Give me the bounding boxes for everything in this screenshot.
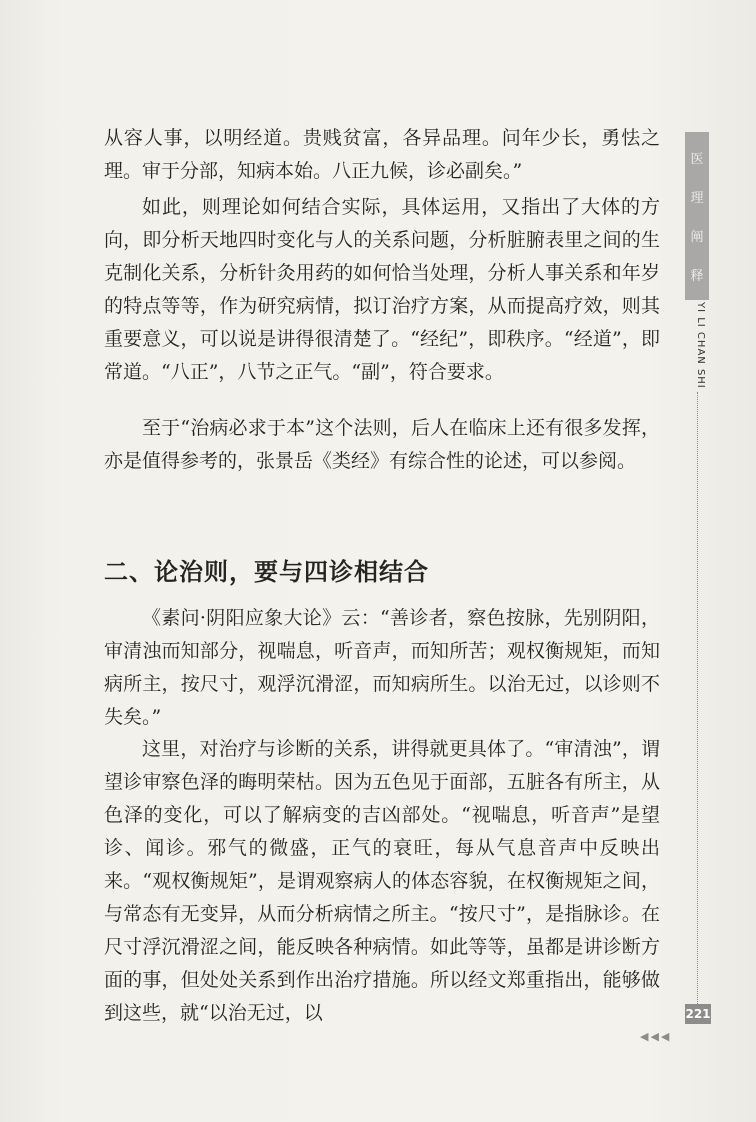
paragraph-4: 《素问·阴阳应象大论》云：“善诊者，察色按脉，先别阴阳，审清浊而知部分，视喘息，听音声，而知所苦；观权衡规矩，而知病所主，按尺寸，观浮沉滑涩，而知病所生。以治无过，以诊则不失矣。” <box>104 607 660 728</box>
page-number: 221 <box>685 1004 711 1024</box>
side-tab-char: 释 <box>690 269 704 284</box>
section-heading: 二、论治则，要与四诊相结合 <box>104 558 429 586</box>
side-dotted-rule <box>697 392 698 1004</box>
side-tab-char: 理 <box>690 191 704 206</box>
side-tab-char: 阐 <box>690 230 704 245</box>
paragraph-3: 至于“治病必求于本”这个法则，后人在临床上还有很多发挥，亦是值得参考的，张景岳《类经》有综合性的论述，可以参阅。 <box>104 417 660 472</box>
paragraph-2: 如此，则理论如何结合实际，具体运用，又指出了大体的方向，即分析天地四时变化与人的关系问题，分析脏腑表里之间的生克制化关系，分析针灸用药的如何恰当处理，分析人事关系和年岁的特点等等，作为研究病情，拟订治疗方案，从而提高疗效，则其重要意义，可以说是讲得很清楚了。“经纪”，即秩序。“经道”，即常道。“八正”，八节之正气。“副”，符合要求。 <box>104 196 660 383</box>
side-pinyin-label: YI LI CHAN SHI <box>695 301 706 389</box>
paragraph-5: 这里，对治疗与诊断的关系，讲得就更具体了。“审清浊”，谓望诊审察色泽的晦明荣枯。因为五色见于面部，五脏各有所主，从色泽的变化，可以了解病变的吉凶部处。“视喘息，听音声”是望诊、闻诊。邪气的微盛，正气的衰旺，每从气息音声中反映出来。“观权衡规矩”，是谓观察病人的体态容貌，在权衡规矩之间，与常态有无变异，从而分析病情之所主。“按尺寸”，是指脉诊。在尺寸浮沉滑涩之间，能反映各种病情。如此等等，虽都是讲诊断方面的事，但处处关系到作出治疗措施。所以经文郑重指出，能够做到这些，就“以治无过，以 <box>104 738 660 1024</box>
side-tab-char: 医 <box>690 152 704 167</box>
paragraph-1: 从容人事，以明经道。贵贱贫富，各异品理。问年少长，勇怯之理。审于分部，知病本始。八正九候，诊必副矣。” <box>104 127 660 182</box>
arrow-left-icon: ◀◀◀ <box>640 1030 672 1043</box>
chapter-side-tab <box>685 132 709 300</box>
